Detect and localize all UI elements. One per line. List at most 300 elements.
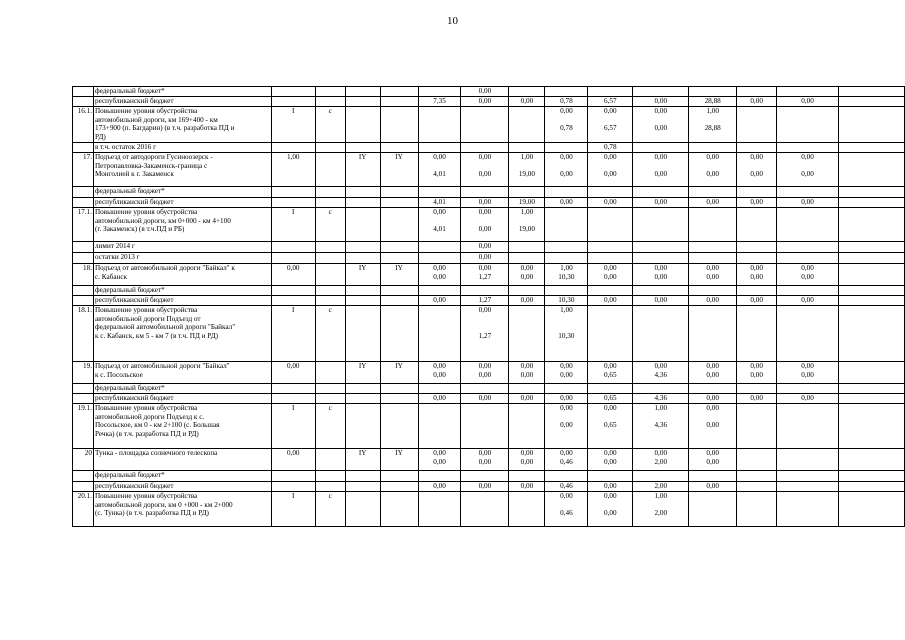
value-cell <box>689 143 737 153</box>
value-cell <box>509 187 545 198</box>
description-cell: республиканский бюджет <box>93 296 271 306</box>
value-cell <box>633 286 689 296</box>
value-cell <box>345 198 380 208</box>
value-cell <box>418 107 461 143</box>
value-cell <box>315 242 345 253</box>
value-cell: 0,00 0,00 <box>418 449 461 471</box>
value-cell: 0,00 0,00 <box>418 264 461 286</box>
value-cell <box>839 394 905 404</box>
value-cell <box>737 449 777 471</box>
row-number-cell <box>73 482 94 492</box>
row-number-cell <box>73 198 94 208</box>
value-cell: 1,00 10,30 <box>545 306 588 362</box>
row-number-cell: 19.1. <box>73 404 94 449</box>
description-cell: Подъезд от автомобильной дороги "Байкал" к с. Кабанск <box>93 264 271 286</box>
value-cell <box>509 107 545 143</box>
value-cell <box>777 208 839 242</box>
value-cell <box>737 253 777 264</box>
value-cell <box>839 306 905 362</box>
value-cell: 0,00 0,00 <box>588 449 633 471</box>
value-cell <box>461 107 509 143</box>
value-cell <box>461 286 509 296</box>
value-cell: IY <box>345 362 380 384</box>
value-cell <box>271 296 315 306</box>
description-cell: остатки 2013 г <box>93 253 271 264</box>
value-cell: 0,00 4,36 <box>633 362 689 384</box>
value-cell: I <box>271 107 315 143</box>
value-cell <box>345 306 380 362</box>
row-number-cell: 20 <box>73 449 94 471</box>
value-cell: 0,00 <box>509 482 545 492</box>
value-cell <box>315 143 345 153</box>
table-row <box>73 107 905 143</box>
value-cell <box>271 394 315 404</box>
value-cell <box>588 306 633 362</box>
table-row <box>73 296 905 306</box>
table-row <box>73 253 905 264</box>
value-cell <box>545 384 588 394</box>
value-cell: IY <box>380 449 418 471</box>
value-cell <box>315 384 345 394</box>
value-cell: 0,00 0,00 <box>689 362 737 384</box>
value-cell: 0,00 <box>689 198 737 208</box>
value-cell: 0,00 0,00 <box>588 153 633 187</box>
value-cell <box>271 143 315 153</box>
value-cell: 0,00 0,00 <box>689 153 737 187</box>
description-cell: Повышение уровня обустройства автомобильной дороги, км 169+400 - км 173+900 (п. Багдарин) (в т.ч. разработка ПД и РД) <box>93 107 271 143</box>
value-cell <box>380 471 418 482</box>
value-cell <box>839 97 905 107</box>
value-cell: 0,00 <box>418 394 461 404</box>
description-cell: федеральный бюджет* <box>93 471 271 482</box>
value-cell: 0,00 <box>689 296 737 306</box>
value-cell <box>380 97 418 107</box>
row-number-cell <box>73 384 94 394</box>
row-number-cell: 19. <box>73 362 94 384</box>
value-cell: с <box>315 208 345 242</box>
row-number-cell <box>73 253 94 264</box>
value-cell <box>777 143 839 153</box>
value-cell <box>633 143 689 153</box>
value-cell <box>839 286 905 296</box>
value-cell: 0,00 0,65 <box>588 362 633 384</box>
table-row <box>73 449 905 471</box>
page-number: 10 <box>447 15 458 27</box>
value-cell <box>633 208 689 242</box>
value-cell <box>737 384 777 394</box>
value-cell <box>315 449 345 471</box>
value-cell: 0,00 0,00 <box>545 362 588 384</box>
value-cell: 0,00 <box>588 482 633 492</box>
value-cell <box>315 153 345 187</box>
value-cell: 0,00 <box>737 296 777 306</box>
value-cell <box>737 187 777 198</box>
value-cell: с <box>315 306 345 362</box>
value-cell <box>418 384 461 394</box>
table-row <box>73 482 905 492</box>
table-row <box>73 492 905 527</box>
value-cell <box>839 208 905 242</box>
value-cell: 0,00 <box>509 296 545 306</box>
row-number-cell: 18. <box>73 264 94 286</box>
value-cell <box>418 471 461 482</box>
value-cell: 0,00 2,00 <box>633 449 689 471</box>
value-cell <box>418 143 461 153</box>
value-cell: 1,00 2,00 <box>633 492 689 527</box>
row-number-cell <box>73 143 94 153</box>
value-cell: 1,00 <box>271 153 315 187</box>
value-cell: 0,00 <box>461 198 509 208</box>
value-cell: 0,00 0,00 <box>737 153 777 187</box>
value-cell <box>633 384 689 394</box>
description-cell: лимит 2014 г <box>93 242 271 253</box>
row-number-cell <box>73 87 94 97</box>
value-cell <box>345 143 380 153</box>
value-cell <box>345 97 380 107</box>
row-number-cell: 20.1. <box>73 492 94 527</box>
value-cell <box>839 242 905 253</box>
table-row <box>73 471 905 482</box>
value-cell <box>345 208 380 242</box>
description-cell: Тунка - площадка солнечного телескопа <box>93 449 271 471</box>
value-cell: 0,00 <box>737 97 777 107</box>
value-cell <box>633 242 689 253</box>
value-cell <box>777 306 839 362</box>
value-cell: 0,00 0,00 <box>418 362 461 384</box>
value-cell <box>315 362 345 384</box>
value-cell: 0,00 0,00 <box>461 362 509 384</box>
value-cell <box>839 362 905 384</box>
value-cell <box>689 492 737 527</box>
value-cell <box>689 187 737 198</box>
table-row <box>73 208 905 242</box>
value-cell <box>839 187 905 198</box>
value-cell <box>839 153 905 187</box>
value-cell: 0,00 0,00 <box>545 153 588 187</box>
value-cell <box>737 482 777 492</box>
value-cell <box>737 404 777 449</box>
value-cell: IY <box>380 264 418 286</box>
value-cell <box>737 242 777 253</box>
description-cell: Подъезд от автодороги Гусиноозерск - Петропавловка-Закаменск-граница с Монголией к г. Закаменск <box>93 153 271 187</box>
value-cell <box>315 286 345 296</box>
value-cell <box>418 87 461 97</box>
value-cell: I <box>271 208 315 242</box>
value-cell: 0,00 0,00 <box>689 404 737 449</box>
value-cell <box>839 404 905 449</box>
description-cell: федеральный бюджет* <box>93 187 271 198</box>
value-cell <box>461 384 509 394</box>
value-cell <box>315 394 345 404</box>
value-cell: 1,00 19,00 <box>509 153 545 187</box>
value-cell: 6,57 <box>588 97 633 107</box>
value-cell <box>461 471 509 482</box>
value-cell <box>271 97 315 107</box>
table-row <box>73 362 905 384</box>
value-cell <box>633 253 689 264</box>
value-cell: IY <box>380 362 418 384</box>
value-cell: 0,00 0,00 <box>689 449 737 471</box>
value-cell <box>689 384 737 394</box>
value-cell: 10,30 <box>545 296 588 306</box>
description-cell: республиканский бюджет <box>93 394 271 404</box>
value-cell: 0,00 <box>588 296 633 306</box>
value-cell <box>271 253 315 264</box>
row-number-cell <box>73 286 94 296</box>
value-cell <box>588 384 633 394</box>
value-cell <box>315 482 345 492</box>
value-cell <box>777 492 839 527</box>
value-cell: 0,00 <box>777 394 839 404</box>
value-cell <box>839 264 905 286</box>
value-cell <box>509 384 545 394</box>
value-cell <box>839 482 905 492</box>
value-cell <box>418 242 461 253</box>
value-cell <box>777 404 839 449</box>
table-row <box>73 87 905 97</box>
value-cell <box>418 253 461 264</box>
value-cell: 0,00 <box>689 394 737 404</box>
value-cell <box>839 296 905 306</box>
value-cell <box>345 286 380 296</box>
value-cell <box>588 471 633 482</box>
value-cell: 0,00 0,00 <box>633 107 689 143</box>
value-cell: 0,00 0,00 <box>588 264 633 286</box>
value-cell <box>509 404 545 449</box>
value-cell <box>418 404 461 449</box>
value-cell <box>545 242 588 253</box>
value-cell <box>545 286 588 296</box>
row-number-cell <box>73 471 94 482</box>
value-cell: 0,00 0,00 <box>509 264 545 286</box>
value-cell <box>737 107 777 143</box>
value-cell <box>509 471 545 482</box>
value-cell <box>315 253 345 264</box>
value-cell <box>380 394 418 404</box>
value-cell: 0,78 <box>588 143 633 153</box>
value-cell <box>271 384 315 394</box>
value-cell: 0,00 0,00 <box>545 404 588 449</box>
value-cell: с <box>315 404 345 449</box>
value-cell <box>345 471 380 482</box>
value-cell <box>777 87 839 97</box>
value-cell: 0,00 <box>737 394 777 404</box>
value-cell <box>271 471 315 482</box>
value-cell: 0,00 0,00 <box>737 264 777 286</box>
value-cell: 0,00 0,00 <box>588 492 633 527</box>
value-cell: 0,00 0,00 <box>777 153 839 187</box>
value-cell: 0,00 0,00 <box>777 264 839 286</box>
value-cell <box>509 143 545 153</box>
value-cell: 0,00 <box>545 394 588 404</box>
value-cell <box>380 384 418 394</box>
value-cell <box>689 87 737 97</box>
value-cell <box>315 296 345 306</box>
value-cell <box>839 492 905 527</box>
value-cell <box>737 208 777 242</box>
value-cell <box>633 471 689 482</box>
value-cell <box>839 384 905 394</box>
description-cell: Повышение уровня обустройства автомобильной дороги Подъезд к с. Посольское, км 0 - км 2+100 (с. Большая Речка) (в т.ч. разработка ПД и РД) <box>93 404 271 449</box>
table-row <box>73 187 905 198</box>
description-cell: в т.ч. остаток 2016 г <box>93 143 271 153</box>
description-cell: республиканский бюджет <box>93 198 271 208</box>
value-cell: 1,00 19,00 <box>509 208 545 242</box>
value-cell: 0,00 <box>633 97 689 107</box>
value-cell: 0,00 <box>777 296 839 306</box>
value-cell <box>689 242 737 253</box>
value-cell <box>380 404 418 449</box>
value-cell: 0,00 6,57 <box>588 107 633 143</box>
value-cell <box>633 306 689 362</box>
table-row <box>73 264 905 286</box>
value-cell: 0,00 0,00 <box>737 362 777 384</box>
table-row <box>73 286 905 296</box>
value-cell: 0,00 <box>461 87 509 97</box>
value-cell <box>588 286 633 296</box>
value-cell: 0,00 <box>461 253 509 264</box>
value-cell <box>737 143 777 153</box>
value-cell <box>315 97 345 107</box>
value-cell: 0,00 4,01 <box>418 153 461 187</box>
value-cell <box>345 242 380 253</box>
value-cell: 0,00 1,27 <box>461 264 509 286</box>
value-cell: 0,00 4,01 <box>418 208 461 242</box>
value-cell <box>380 253 418 264</box>
value-cell <box>315 264 345 286</box>
value-cell <box>839 253 905 264</box>
value-cell <box>588 208 633 242</box>
value-cell: 0,00 <box>461 482 509 492</box>
value-cell <box>509 306 545 362</box>
value-cell: 0,00 0,00 <box>509 449 545 471</box>
description-cell: Повышение уровня обустройства автомобильной дороги Подъезд от федеральной автомобильной дороги "Байкал" к с. Кабанск, км 5 - км 7 (в т.ч. ПД и РД) <box>93 306 271 362</box>
value-cell <box>461 492 509 527</box>
value-cell: 0,00 0,78 <box>545 107 588 143</box>
table-row <box>73 394 905 404</box>
value-cell: 0,00 <box>271 362 315 384</box>
table-row <box>73 384 905 394</box>
description-cell: федеральный бюджет* <box>93 384 271 394</box>
value-cell: 1,00 4,36 <box>633 404 689 449</box>
value-cell: 7,35 <box>418 97 461 107</box>
table-row <box>73 97 905 107</box>
description-cell: Повышение уровня обустройства автомобильной дороги, км 0+000 - км 4+100 (г. Закаменск) (в т.ч.ПД и РБ) <box>93 208 271 242</box>
value-cell: 0,00 <box>545 198 588 208</box>
value-cell <box>461 143 509 153</box>
value-cell: 0,65 <box>588 394 633 404</box>
row-number-cell <box>73 187 94 198</box>
description-cell: Повышение уровня обустройства автомобильной дороги, км 0 +000 - км 2+000 (с. Тунка) (в т.ч. разработка ПД и РД) <box>93 492 271 527</box>
value-cell <box>839 143 905 153</box>
value-cell: 0,00 <box>777 198 839 208</box>
value-cell <box>271 187 315 198</box>
row-number-cell: 18.1. <box>73 306 94 362</box>
value-cell: 0,00 0,00 <box>689 264 737 286</box>
value-cell <box>345 296 380 306</box>
value-cell <box>315 471 345 482</box>
value-cell <box>509 253 545 264</box>
value-cell <box>777 242 839 253</box>
value-cell <box>839 198 905 208</box>
row-number-cell: 17.1. <box>73 208 94 242</box>
value-cell: 1,00 10,30 <box>545 264 588 286</box>
table-row <box>73 198 905 208</box>
value-cell <box>588 242 633 253</box>
value-cell: I <box>271 492 315 527</box>
value-cell: 0,00 0,46 <box>545 449 588 471</box>
value-cell <box>271 482 315 492</box>
value-cell: 0,78 <box>545 97 588 107</box>
value-cell <box>588 87 633 97</box>
value-cell: с <box>315 492 345 527</box>
value-cell <box>380 187 418 198</box>
value-cell <box>545 143 588 153</box>
value-cell: 0,46 <box>545 482 588 492</box>
value-cell <box>418 492 461 527</box>
value-cell <box>345 253 380 264</box>
value-cell: IY <box>345 449 380 471</box>
description-cell: Подъезд от автомобильной дороги "Байкал" к с. Посольское <box>93 362 271 384</box>
value-cell <box>588 187 633 198</box>
value-cell: 0,00 0,00 <box>509 362 545 384</box>
value-cell <box>418 187 461 198</box>
value-cell: 0,00 0,00 <box>461 153 509 187</box>
value-cell: 0,00 <box>509 97 545 107</box>
value-cell <box>315 87 345 97</box>
value-cell: 28,88 <box>689 97 737 107</box>
value-cell: 0,00 <box>418 482 461 492</box>
value-cell <box>461 187 509 198</box>
value-cell <box>418 286 461 296</box>
value-cell <box>689 471 737 482</box>
value-cell: 0,00 0,00 <box>633 153 689 187</box>
value-cell <box>271 242 315 253</box>
value-cell: 4,01 <box>418 198 461 208</box>
value-cell: 2,00 <box>633 482 689 492</box>
value-cell <box>345 492 380 527</box>
value-cell <box>777 471 839 482</box>
value-cell <box>380 492 418 527</box>
value-cell <box>509 87 545 97</box>
value-cell: 0,00 <box>418 296 461 306</box>
row-number-cell <box>73 97 94 107</box>
row-number-cell <box>73 242 94 253</box>
value-cell <box>633 187 689 198</box>
value-cell <box>345 482 380 492</box>
value-cell <box>380 87 418 97</box>
value-cell: 0,00 0,00 <box>461 208 509 242</box>
value-cell <box>509 286 545 296</box>
value-cell <box>380 306 418 362</box>
description-cell: федеральный бюджет* <box>93 87 271 97</box>
value-cell <box>777 107 839 143</box>
value-cell: I <box>271 404 315 449</box>
value-cell: 0,00 0,00 <box>633 264 689 286</box>
value-cell: 0,00 <box>633 296 689 306</box>
value-cell: 0,00 <box>633 198 689 208</box>
value-cell <box>839 449 905 471</box>
value-cell <box>380 198 418 208</box>
value-cell <box>737 87 777 97</box>
value-cell <box>418 306 461 362</box>
value-cell <box>633 87 689 97</box>
table-row <box>73 404 905 449</box>
value-cell <box>380 482 418 492</box>
value-cell: 0,00 1,27 <box>461 306 509 362</box>
value-cell <box>689 208 737 242</box>
value-cell: с <box>315 107 345 143</box>
